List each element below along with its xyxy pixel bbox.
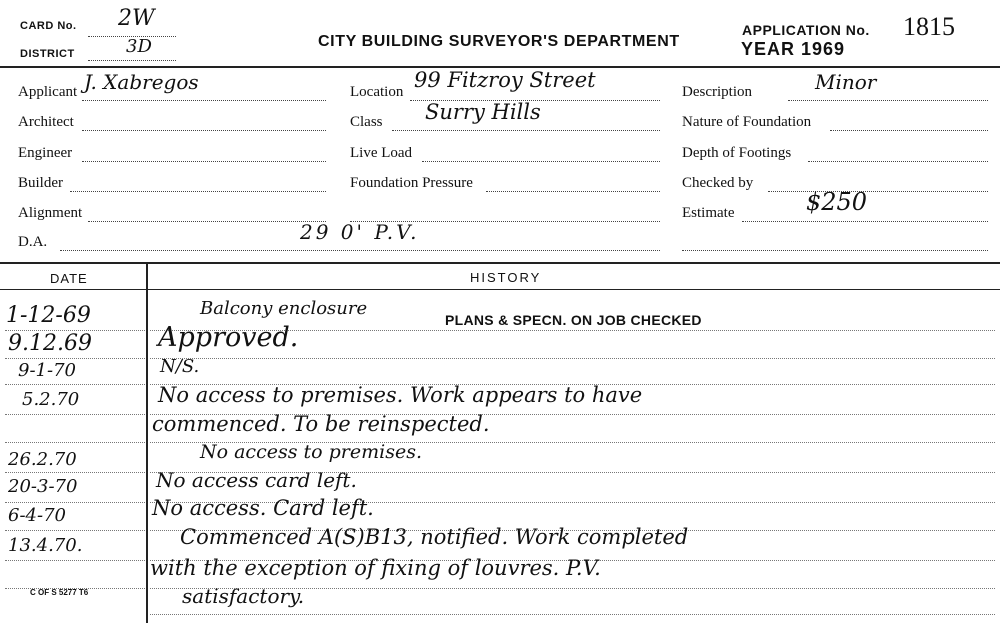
history-date: 6-4-70 (8, 505, 66, 526)
history-text: No access to premises. Work appears to have (158, 383, 643, 407)
history-date: 20-3-70 (8, 476, 78, 497)
card-no-value: 2W (118, 6, 155, 31)
history-text: No access to premises. (200, 441, 422, 463)
district-value: 3D (126, 36, 152, 57)
history-date: 5.2.70 (22, 389, 80, 410)
history-text: N/S. (160, 356, 200, 377)
history-date: 13.4.70. (8, 535, 83, 556)
foundation-pressure-label: Foundation Pressure (350, 175, 473, 191)
history-date: 9.12.69 (8, 331, 92, 356)
history-text: Commenced A(S)B13, notified. Work completed (180, 525, 689, 549)
history-text: No access. Card left. (152, 496, 374, 520)
history-date: 1-12-69 (6, 303, 91, 328)
application-no-value: 1815 (903, 12, 955, 41)
history-date: 9-1-70 (18, 360, 76, 381)
estimate-value: $250 (806, 188, 868, 216)
application-no-label: APPLICATION No. (742, 22, 870, 38)
history-date: 26.2.70 (8, 449, 77, 470)
description-value: Minor (815, 70, 877, 94)
location-value: 99 Fitzroy Street (414, 68, 596, 92)
class-label: Class (350, 114, 383, 130)
applicant-label: Applicant (18, 84, 78, 100)
card-no-label: CARD No. (20, 20, 77, 32)
architect-label: Architect (18, 114, 74, 130)
depth-of-footings-label: Depth of Footings (682, 145, 792, 161)
live-load-label: Live Load (350, 145, 413, 161)
history-text: No access card left. (156, 468, 357, 492)
history-text: Approved. (158, 322, 299, 353)
nature-of-foundation-label: Nature of Foundation (682, 114, 812, 130)
history-column-header: HISTORY (470, 270, 542, 285)
location-label: Location (350, 84, 404, 100)
district-label: DISTRICT (20, 48, 75, 60)
department-title: CITY BUILDING SURVEYOR'S DEPARTMENT (318, 33, 680, 50)
da-value: 29 0' P.V. (300, 220, 420, 244)
history-text: satisfactory. (182, 584, 305, 608)
year-label: YEAR 1969 (741, 39, 846, 59)
da-label: D.A. (18, 234, 48, 250)
history-text: Balcony enclosure (200, 298, 368, 319)
alignment-label: Alignment (18, 205, 83, 221)
history-text: with the exception of fixing of louvres. P.V. (150, 556, 601, 580)
engineer-label: Engineer (18, 145, 73, 161)
applicant-value: J. Xabregos (84, 70, 199, 94)
checked-stamp: PLANS & SPECN. ON JOB CHECKED (445, 312, 702, 328)
estimate-label: Estimate (682, 205, 735, 221)
form-code: C OF S 5277 T6 (30, 588, 89, 597)
description-label: Description (682, 84, 752, 100)
checked-by-label: Checked by (682, 175, 754, 191)
date-column-header: DATE (50, 271, 88, 286)
history-text: commenced. To be reinspected. (152, 412, 490, 436)
class-value: Surry Hills (425, 100, 541, 124)
builder-label: Builder (18, 175, 63, 191)
